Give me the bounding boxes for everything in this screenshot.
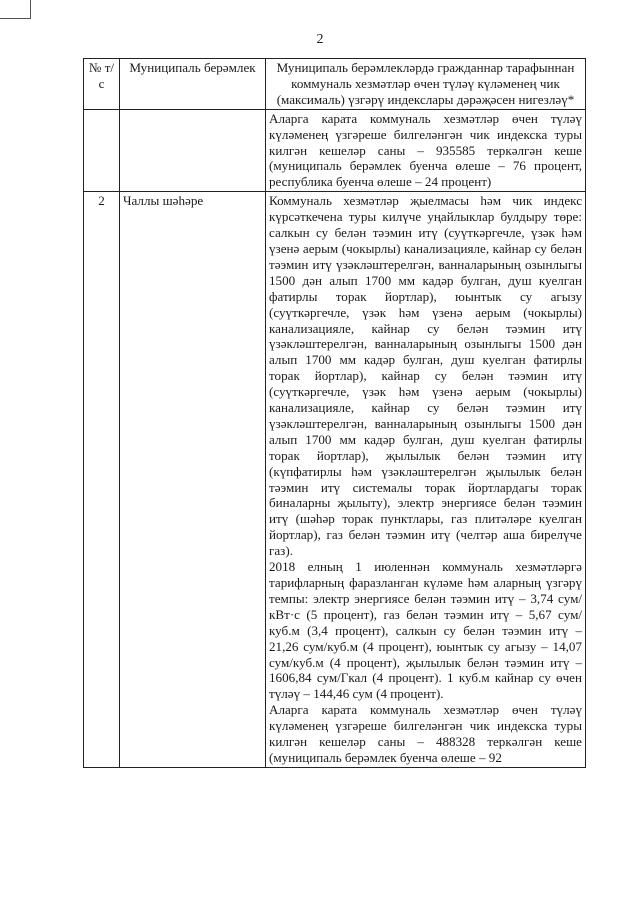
municipal-index-table <box>83 58 586 768</box>
table-row <box>84 192 586 768</box>
description-paragraph: Коммуналь хезмәтләр җыелмасы һәм чик индекс күрсәткечена туры килүче уңайлыклар булдыру төре: салкын су белән тәэмин итү (суүткәргечле, үзәк һәм үзенә аерым (чокырлы) канализацияле, кайнар су белән тәэмин итү үзәкләштерелгән, ванналарының озынлыгы 1500 дән алып 1700 мм кадәр булган, душ куелган фатирлы торак йортлар), юынтык су агызу (суүткәргечле, үзәк һәм үзенә аерым (чокырлы) канализацияле, кайнар су белән тәэмин итү үзәкләштерелгән, ванналарының озынлыгы 1500 дән алып 1700 мм кадәр булган, душ куелган фатирлы торак йортлар), кайнар су белән тәэмин итү (суүткәргечле, үзәк һәм үзенә аерым (чокырлы) канализацияле, кайнар су белән тәэмин итү үзәкләштерелгән, ванналарының озынлыгы 1500 дән алып 1700 мм кадәр булган, душ куелган фатирлы торак йортлар), җылылык белән тәэмин итү (күпфатирлы һәм үзәкләштерелгән җылылык белән тәэмин итү системалы торак йортлардагы торак биналарны җылыту), электр энергиясе белән тәэмин итү (шәһәр торак пунктлары, газ плитәләре куелган йортлар), газ белән тәэмин итү (челтәр аша бирелүче газ). <box>269 193 582 559</box>
row-description <box>266 192 586 768</box>
row-municipality <box>120 109 266 192</box>
row-municipality: Чаллы шәһәре <box>120 192 266 768</box>
description-paragraph: 2018 елның 1 июленнән коммуналь хезмәтләргә тарифларның фаразланган күләме һәм аларның үзгәрү темпы: электр энергиясе белән тәэмин итү – 3,74 сум/кВт·с (5 процент), газ белән тәэмин итү – 5,67 сум/куб.м (3,4 процент), салкын су белән тәэмин итү – 21,26 сум/куб.м (4 процент), юынтык су агызу – 14,07 сум/куб.м (4 процент), җылылык белән тәэмин итү – 1606,84 сум/Гкал (4 процент). 1 куб.м кайнар су өчен түләү – 144,46 сум (4 процент). <box>269 559 582 702</box>
row-number <box>84 109 120 192</box>
description-paragraph: Аларга карата коммуналь хезмәтләр өчен түләү күләменең үзгәреше билгеләнгән чик индекска туры килгән кешеләр саны – 488328 теркәлгән кеше (муниципаль берәмлек буенча өлеше – 92 <box>269 702 582 765</box>
row-number: 2 <box>84 192 120 768</box>
header-number: № т/с <box>84 59 120 110</box>
header-municipality: Муниципаль берәмлек <box>120 59 266 110</box>
description-paragraph: Аларга карата коммуналь хезмәтләр өчен түләү күләменең үзгәреше билгеләнгән чик индекска туры килгән кешеләр саны – 935585 теркәлгән кеше (муниципаль берәмлек буенча өлеше – 76 процент, республика буенча өлеше – 24 процент) <box>269 110 582 190</box>
table-header-row <box>84 59 586 110</box>
header-description: Муниципаль берәмлекләрдә гражданнар тарафыннан коммуналь хезмәтләр өчен түләү күләменең чик (максималь) үзгәрү индекслары дәрәҗәсен нигезләү* <box>266 59 586 110</box>
table-row <box>84 109 586 192</box>
row-description <box>266 109 586 192</box>
scan-corner-mark <box>0 0 31 19</box>
page-number: 2 <box>316 32 324 47</box>
